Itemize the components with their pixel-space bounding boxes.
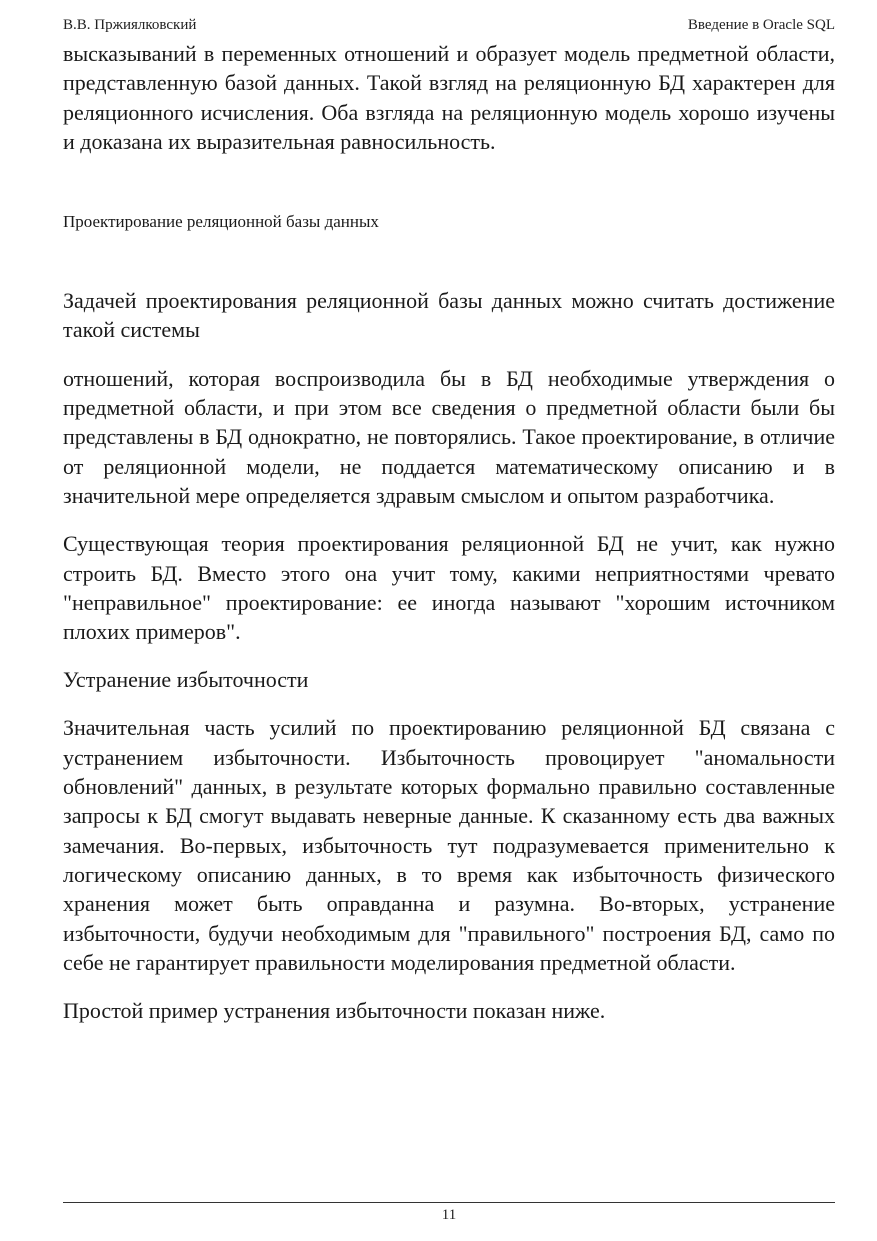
paragraph-design-goal: Задачей проектирования реляционной базы данных можно считать достижение такой системы bbox=[63, 288, 835, 343]
page-content bbox=[63, 39, 835, 1044]
footer-divider bbox=[63, 1202, 835, 1203]
header-book-title: Введение в Oracle SQL bbox=[687, 17, 835, 33]
running-header bbox=[63, 16, 835, 34]
paragraph-theory: Существующая теория проектирования реляционной БД не учит, как нужно строить БД. Вместо этого она учит тому, какими неприятностями чревато "неправильное" проектирование: ее иногда называют "хорошим источником плохих примеров". bbox=[63, 531, 835, 645]
page-number: 11 bbox=[441, 1207, 457, 1223]
subheading-redundancy: Устранение избыточности bbox=[63, 667, 309, 693]
section-heading: Проектирование реляционной базы данных bbox=[63, 212, 379, 232]
paragraph-redundancy: Значительная часть усилий по проектированию реляционной БД связана с устранением избыточности. Избыточность провоцирует "аномальности обновлений" данных, в результате которых формально правильно составленные запросы к БД смогут выдавать неверные данные. К сказанному есть два важных замечания. Во-первых, избыточность тут подразумевается применительно к логическому описанию данных, в то время как избыточность физического хранения может быть оправданна и разумна. Во-вторых, устранение избыточности, будучи необходимым для "правильного" построения БД, само по себе не гарантирует правильности моделирования предметной области. bbox=[63, 715, 835, 975]
paragraph-example: Простой пример устранения избыточности показан ниже. bbox=[63, 998, 606, 1024]
intro-paragraph: высказываний в переменных отношений и образует модель предметной области, представленную базой данных. Такой взгляд на реляционную БД характерен для реляционного исчисления. Оба взгляда на реляционную модель хорошо изучены и доказана их выразительная равносильность. bbox=[63, 41, 835, 154]
paragraph-relations: отношений, которая воспроизводила бы в БД необходимые утверждения о предметной области, и при этом все сведения о предметной области были бы представлены в БД однократно, не повторялись. Такое проектирование, в отличие от реляционной модели, не поддается математическому описанию и в значительной мере определяется здравым смыслом и опытом разработчика. bbox=[63, 365, 835, 508]
header-author: В.В. Пржиялковский bbox=[63, 17, 197, 33]
